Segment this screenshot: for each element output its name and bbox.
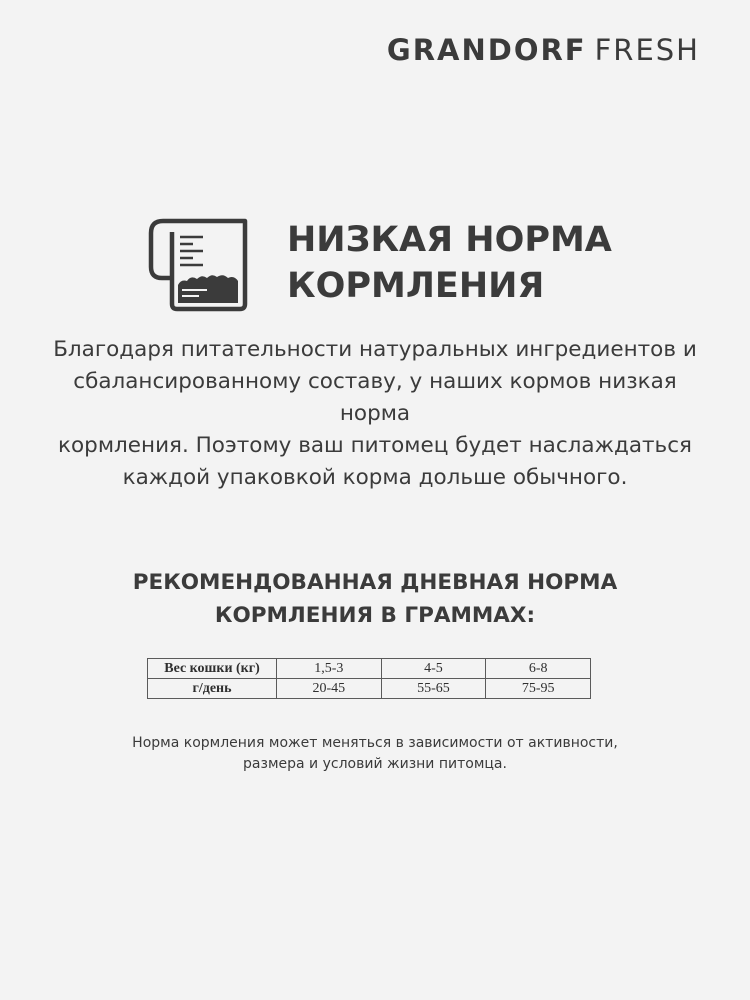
table-row-header: Вес кошки (кг) [148, 659, 277, 679]
feeding-rate-description [40, 334, 710, 494]
feeding-rate-title-line1: НИЗКАЯ НОРМА [287, 220, 612, 260]
table-cell: 4-5 [381, 659, 486, 679]
brand-name-light: FRESH [594, 33, 700, 67]
note-line1: Норма кормления может меняться в зависимости от активности, [132, 735, 618, 751]
feeding-note [60, 733, 690, 775]
description-line3: кормления. Поэтому ваш питомец будет наслаждаться [58, 433, 692, 458]
recommended-rate-heading-line2: КОРМЛЕНИЯ В ГРАММАХ: [214, 603, 536, 628]
description-line2: сбалансированному составу, у наших кормов низкая норма [73, 369, 677, 426]
table-row [148, 679, 591, 699]
feeding-table [147, 658, 591, 699]
table-cell: 1,5-3 [277, 659, 382, 679]
feeding-rate-title [287, 217, 612, 309]
table-cell: 75-95 [486, 679, 591, 699]
table-cell: 55-65 [381, 679, 486, 699]
table-row-header: г/день [148, 679, 277, 699]
note-line2: размера и условий жизни питомца. [243, 756, 507, 772]
brand-logo [387, 33, 700, 67]
measuring-jug-icon [145, 215, 255, 315]
feeding-rate-heading-block [145, 215, 625, 315]
recommended-rate-heading-line1: РЕКОМЕНДОВАННАЯ ДНЕВНАЯ НОРМА [132, 570, 618, 595]
feeding-rate-title-line2: КОРМЛЕНИЯ [287, 266, 545, 306]
brand-name-bold: GRANDORF [386, 33, 587, 67]
description-line4: каждой упаковкой корма дольше обычного. [122, 465, 628, 490]
description-line1: Благодаря питательности натуральных ингредиентов и [53, 337, 697, 362]
table-cell: 6-8 [486, 659, 591, 679]
table-row [148, 659, 591, 679]
table-cell: 20-45 [277, 679, 382, 699]
recommended-rate-heading [40, 566, 710, 632]
